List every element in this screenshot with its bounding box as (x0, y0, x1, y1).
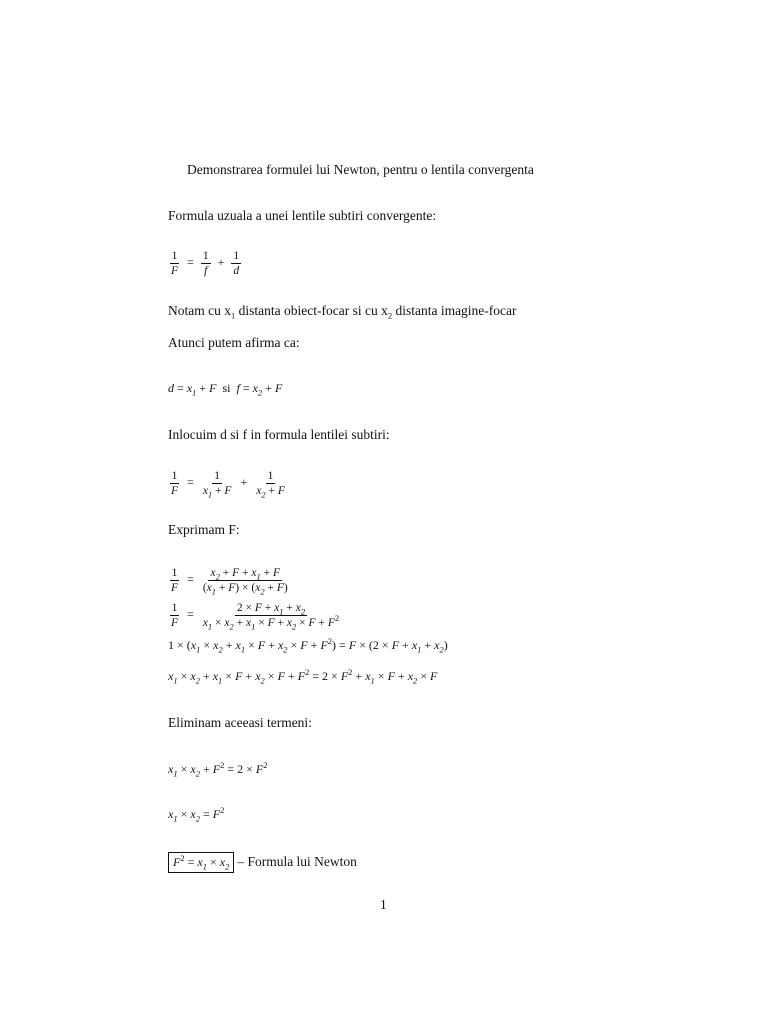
combined-fraction: $\frac{1}{F}$ = $\frac{x_2 + F + x_1 + F}{(x_1 + F) \times (x_2 + F)}$ (171, 567, 288, 597)
newton-formula-label: – Formula lui Newton (237, 854, 357, 869)
eliminate-paragraph: Eliminam aceeasi termeni: (168, 715, 312, 730)
substitute-paragraph: Inlocuim d si f in formula lentilei subtiri: (168, 427, 390, 442)
page-number: 1 (380, 897, 387, 912)
notation-paragraph: Notam cu $x_1$ distanta obiect-focar si cu $x_2$ distanta imagine-focar (168, 303, 517, 321)
newton-formula (168, 852, 357, 873)
distance-equations: $d = x_1 + F$ si $f = x_2 + F$ (168, 381, 283, 398)
document-title: Demonstrarea formulei lui Newton, pentru o lentila convergenta (187, 162, 534, 177)
newton-formula-box: $F^2 = x_1 \times x_2$ (168, 852, 234, 873)
substituted-formula: $\frac{1}{F}$ = $\frac{1}{x_1 + F}$ + $\frac{1}{x_2 + F}$ (171, 470, 285, 500)
lens-formula: $\frac{1}{F}$ = $\frac{1}{f}$ + $\frac{1}{d}$ (171, 250, 240, 277)
then-paragraph: Atunci putem afirma ca: (168, 335, 300, 350)
intro-paragraph: Formula uzuala a unei lentile subtiri convergente: (168, 208, 437, 223)
expanded-fraction: $\frac{1}{F}$ = $\frac{2 \times F + x_1 + x_2}{x_1 \times x_2 + x_1 \times F + x_2 \times F + F^2}$ (171, 602, 340, 632)
reduced-equation: $x_1 \times x_2 = F^2$ (168, 805, 225, 824)
simplified-equation: $x_1 \times x_2 + F^2 = 2 \times F^2$ (168, 760, 268, 779)
expanded-equation: $x_1 \times x_2 + x_1 \times F + x_2 \times F + F^2 = 2 \times F^2 + x_1 \times F + x_2 \times F$ (168, 667, 438, 686)
cross-multiplied: $1 \times (x_1 \times x_2 + x_1 \times F + x_2 \times F + F^2) = F \times (2 \times F + x_1 + x_2)$ (168, 636, 448, 655)
express-paragraph: Exprimam F: (168, 522, 240, 537)
